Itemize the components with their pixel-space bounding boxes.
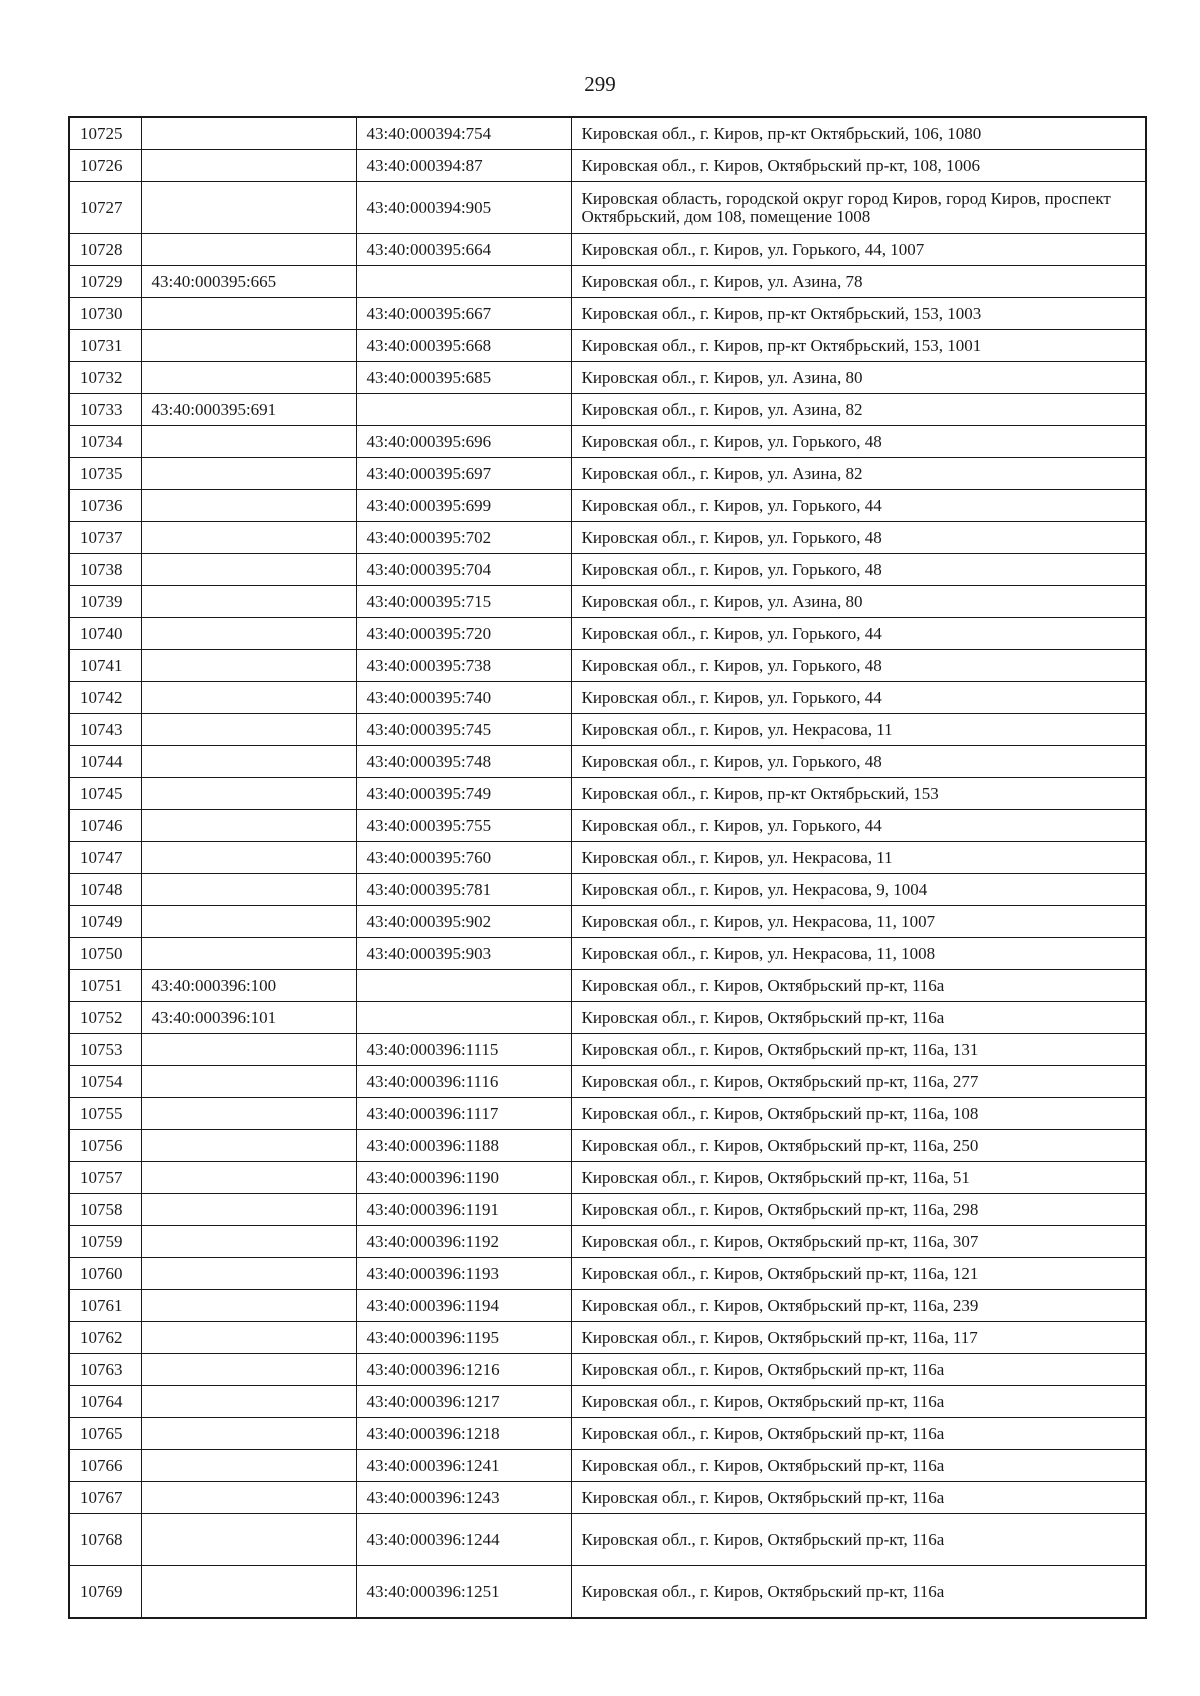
building-cadastral-number-cell: 43:40:000396:1194: [356, 1290, 571, 1322]
address-cell: Кировская обл., г. Киров, Октябрьский пр-кт, 116а: [571, 1002, 1146, 1034]
address-cell: Кировская обл., г. Киров, Октябрьский пр-кт, 116а, 131: [571, 1034, 1146, 1066]
address-cell: Кировская обл., г. Киров, ул. Азина, 80: [571, 362, 1146, 394]
building-cadastral-number-cell: 43:40:000395:748: [356, 746, 571, 778]
table-row: [69, 1322, 1146, 1354]
land-cadastral-number-cell: [141, 1418, 356, 1450]
table-row: [69, 1566, 1146, 1619]
row-number-cell: 10769: [69, 1566, 141, 1619]
table-row: [69, 1066, 1146, 1098]
land-cadastral-number-cell: [141, 1386, 356, 1418]
table-row: [69, 650, 1146, 682]
building-cadastral-number-cell: 43:40:000394:905: [356, 182, 571, 234]
building-cadastral-number-cell: 43:40:000394:87: [356, 150, 571, 182]
address-cell: Кировская обл., г. Киров, ул. Горького, 44: [571, 618, 1146, 650]
table-row: [69, 1226, 1146, 1258]
land-cadastral-number-cell: [141, 150, 356, 182]
row-number-cell: 10760: [69, 1258, 141, 1290]
row-number-cell: 10764: [69, 1386, 141, 1418]
address-cell: Кировская обл., г. Киров, ул. Горького, 48: [571, 746, 1146, 778]
table-row: [69, 970, 1146, 1002]
building-cadastral-number-cell: 43:40:000396:1195: [356, 1322, 571, 1354]
row-number-cell: 10732: [69, 362, 141, 394]
address-cell: Кировская обл., г. Киров, ул. Некрасова, 11: [571, 842, 1146, 874]
land-cadastral-number-cell: [141, 938, 356, 970]
row-number-cell: 10749: [69, 906, 141, 938]
address-cell: Кировская обл., г. Киров, Октябрьский пр-кт, 116а, 121: [571, 1258, 1146, 1290]
table-row: [69, 1290, 1146, 1322]
table-row: [69, 182, 1146, 234]
row-number-cell: 10738: [69, 554, 141, 586]
building-cadastral-number-cell: 43:40:000395:902: [356, 906, 571, 938]
row-number-cell: 10767: [69, 1482, 141, 1514]
row-number-cell: 10751: [69, 970, 141, 1002]
building-cadastral-number-cell: 43:40:000395:745: [356, 714, 571, 746]
address-cell: Кировская обл., г. Киров, Октябрьский пр-кт, 108, 1006: [571, 150, 1146, 182]
row-number-cell: 10737: [69, 522, 141, 554]
table-row: [69, 1354, 1146, 1386]
row-number-cell: 10758: [69, 1194, 141, 1226]
land-cadastral-number-cell: 43:40:000395:665: [141, 266, 356, 298]
address-cell: Кировская обл., г. Киров, пр-кт Октябрьский, 106, 1080: [571, 117, 1146, 150]
address-cell: Кировская обл., г. Киров, Октябрьский пр-кт, 116а, 307: [571, 1226, 1146, 1258]
building-cadastral-number-cell: 43:40:000395:697: [356, 458, 571, 490]
land-cadastral-number-cell: [141, 298, 356, 330]
address-cell: Кировская обл., г. Киров, ул. Горького, 44: [571, 810, 1146, 842]
address-cell: Кировская обл., г. Киров, ул. Азина, 82: [571, 394, 1146, 426]
row-number-cell: 10733: [69, 394, 141, 426]
table-row: [69, 842, 1146, 874]
building-cadastral-number-cell: 43:40:000394:754: [356, 117, 571, 150]
address-cell: Кировская обл., г. Киров, Октябрьский пр-кт, 116а: [571, 970, 1146, 1002]
table-row: [69, 554, 1146, 586]
building-cadastral-number-cell: 43:40:000396:1217: [356, 1386, 571, 1418]
land-cadastral-number-cell: [141, 1514, 356, 1566]
land-cadastral-number-cell: [141, 1450, 356, 1482]
address-cell: Кировская обл., г. Киров, ул. Азина, 78: [571, 266, 1146, 298]
land-cadastral-number-cell: [141, 522, 356, 554]
address-cell: Кировская обл., г. Киров, Октябрьский пр-кт, 116а: [571, 1418, 1146, 1450]
table-row: [69, 266, 1146, 298]
table-row: [69, 1514, 1146, 1566]
row-number-cell: 10762: [69, 1322, 141, 1354]
registry-table: [68, 116, 1147, 1619]
table-row: [69, 1194, 1146, 1226]
row-number-cell: 10759: [69, 1226, 141, 1258]
table-row: [69, 714, 1146, 746]
address-cell: Кировская обл., г. Киров, Октябрьский пр-кт, 116а: [571, 1566, 1146, 1619]
row-number-cell: 10728: [69, 234, 141, 266]
building-cadastral-number-cell: 43:40:000395:667: [356, 298, 571, 330]
row-number-cell: 10746: [69, 810, 141, 842]
table-row: [69, 522, 1146, 554]
land-cadastral-number-cell: 43:40:000395:691: [141, 394, 356, 426]
land-cadastral-number-cell: 43:40:000396:101: [141, 1002, 356, 1034]
page-number: 299: [584, 72, 616, 96]
address-cell: Кировская обл., г. Киров, ул. Горького, 48: [571, 522, 1146, 554]
building-cadastral-number-cell: 43:40:000395:702: [356, 522, 571, 554]
building-cadastral-number-cell: 43:40:000395:749: [356, 778, 571, 810]
land-cadastral-number-cell: [141, 1034, 356, 1066]
address-cell: Кировская обл., г. Киров, Октябрьский пр-кт, 116а, 51: [571, 1162, 1146, 1194]
row-number-cell: 10735: [69, 458, 141, 490]
building-cadastral-number-cell: 43:40:000396:1243: [356, 1482, 571, 1514]
table-row: [69, 746, 1146, 778]
row-number-cell: 10743: [69, 714, 141, 746]
land-cadastral-number-cell: 43:40:000396:100: [141, 970, 356, 1002]
building-cadastral-number-cell: 43:40:000395:760: [356, 842, 571, 874]
row-number-cell: 10730: [69, 298, 141, 330]
table-row: [69, 1162, 1146, 1194]
row-number-cell: 10752: [69, 1002, 141, 1034]
building-cadastral-number-cell: 43:40:000395:715: [356, 586, 571, 618]
address-cell: Кировская обл., г. Киров, Октябрьский пр-кт, 116а: [571, 1386, 1146, 1418]
building-cadastral-number-cell: 43:40:000395:720: [356, 618, 571, 650]
address-cell: Кировская обл., г. Киров, ул. Некрасова, 11: [571, 714, 1146, 746]
building-cadastral-number-cell: 43:40:000396:1191: [356, 1194, 571, 1226]
land-cadastral-number-cell: [141, 1066, 356, 1098]
land-cadastral-number-cell: [141, 1322, 356, 1354]
land-cadastral-number-cell: [141, 1130, 356, 1162]
table-row: [69, 1418, 1146, 1450]
table-row: [69, 362, 1146, 394]
table-row: [69, 1450, 1146, 1482]
row-number-cell: 10742: [69, 682, 141, 714]
row-number-cell: 10736: [69, 490, 141, 522]
address-cell: Кировская обл., г. Киров, ул. Некрасова, 9, 1004: [571, 874, 1146, 906]
table-row: [69, 394, 1146, 426]
land-cadastral-number-cell: [141, 746, 356, 778]
row-number-cell: 10741: [69, 650, 141, 682]
row-number-cell: 10731: [69, 330, 141, 362]
land-cadastral-number-cell: [141, 458, 356, 490]
building-cadastral-number-cell: [356, 970, 571, 1002]
table-row: [69, 1258, 1146, 1290]
building-cadastral-number-cell: 43:40:000395:738: [356, 650, 571, 682]
table-row: [69, 234, 1146, 266]
building-cadastral-number-cell: [356, 394, 571, 426]
address-cell: Кировская обл., г. Киров, Октябрьский пр-кт, 116а, 298: [571, 1194, 1146, 1226]
table-row: [69, 458, 1146, 490]
row-number-cell: 10744: [69, 746, 141, 778]
table-row: [69, 810, 1146, 842]
address-cell: Кировская обл., г. Киров, Октябрьский пр-кт, 116а: [571, 1482, 1146, 1514]
address-cell: Кировская обл., г. Киров, ул. Горького, 48: [571, 426, 1146, 458]
building-cadastral-number-cell: 43:40:000396:1216: [356, 1354, 571, 1386]
building-cadastral-number-cell: 43:40:000395:664: [356, 234, 571, 266]
address-cell: Кировская обл., г. Киров, Октябрьский пр-кт, 116а, 277: [571, 1066, 1146, 1098]
row-number-cell: 10756: [69, 1130, 141, 1162]
land-cadastral-number-cell: [141, 650, 356, 682]
row-number-cell: 10768: [69, 1514, 141, 1566]
row-number-cell: 10739: [69, 586, 141, 618]
building-cadastral-number-cell: [356, 266, 571, 298]
row-number-cell: 10750: [69, 938, 141, 970]
land-cadastral-number-cell: [141, 586, 356, 618]
address-cell: Кировская обл., г. Киров, ул. Горького, 44: [571, 490, 1146, 522]
building-cadastral-number-cell: 43:40:000396:1190: [356, 1162, 571, 1194]
building-cadastral-number-cell: 43:40:000395:668: [356, 330, 571, 362]
row-number-cell: 10753: [69, 1034, 141, 1066]
address-cell: Кировская обл., г. Киров, ул. Азина, 80: [571, 586, 1146, 618]
table-row: [69, 1098, 1146, 1130]
building-cadastral-number-cell: 43:40:000395:699: [356, 490, 571, 522]
row-number-cell: 10747: [69, 842, 141, 874]
table-row: [69, 1130, 1146, 1162]
table-row: [69, 1482, 1146, 1514]
land-cadastral-number-cell: [141, 618, 356, 650]
land-cadastral-number-cell: [141, 714, 356, 746]
land-cadastral-number-cell: [141, 778, 356, 810]
table-row: [69, 330, 1146, 362]
land-cadastral-number-cell: [141, 1194, 356, 1226]
building-cadastral-number-cell: 43:40:000396:1251: [356, 1566, 571, 1619]
table-row: [69, 778, 1146, 810]
building-cadastral-number-cell: 43:40:000396:1192: [356, 1226, 571, 1258]
land-cadastral-number-cell: [141, 554, 356, 586]
table-row: [69, 426, 1146, 458]
building-cadastral-number-cell: 43:40:000395:704: [356, 554, 571, 586]
row-number-cell: 10755: [69, 1098, 141, 1130]
land-cadastral-number-cell: [141, 490, 356, 522]
land-cadastral-number-cell: [141, 1162, 356, 1194]
registry-table-body: [69, 117, 1146, 1618]
building-cadastral-number-cell: [356, 1002, 571, 1034]
land-cadastral-number-cell: [141, 117, 356, 150]
building-cadastral-number-cell: 43:40:000396:1193: [356, 1258, 571, 1290]
building-cadastral-number-cell: 43:40:000396:1116: [356, 1066, 571, 1098]
building-cadastral-number-cell: 43:40:000395:685: [356, 362, 571, 394]
land-cadastral-number-cell: [141, 1566, 356, 1619]
row-number-cell: 10765: [69, 1418, 141, 1450]
table-row: [69, 117, 1146, 150]
land-cadastral-number-cell: [141, 1258, 356, 1290]
land-cadastral-number-cell: [141, 182, 356, 234]
table-row: [69, 586, 1146, 618]
land-cadastral-number-cell: [141, 426, 356, 458]
address-cell: Кировская обл., г. Киров, Октябрьский пр-кт, 116а, 117: [571, 1322, 1146, 1354]
building-cadastral-number-cell: 43:40:000395:740: [356, 682, 571, 714]
address-cell: Кировская обл., г. Киров, ул. Горького, 48: [571, 650, 1146, 682]
row-number-cell: 10729: [69, 266, 141, 298]
land-cadastral-number-cell: [141, 842, 356, 874]
land-cadastral-number-cell: [141, 1098, 356, 1130]
table-row: [69, 298, 1146, 330]
row-number-cell: 10761: [69, 1290, 141, 1322]
land-cadastral-number-cell: [141, 906, 356, 938]
land-cadastral-number-cell: [141, 874, 356, 906]
building-cadastral-number-cell: 43:40:000396:1115: [356, 1034, 571, 1066]
row-number-cell: 10763: [69, 1354, 141, 1386]
address-cell: Кировская обл., г. Киров, Октябрьский пр-кт, 116а, 239: [571, 1290, 1146, 1322]
table-row: [69, 1034, 1146, 1066]
row-number-cell: 10754: [69, 1066, 141, 1098]
land-cadastral-number-cell: [141, 1290, 356, 1322]
row-number-cell: 10748: [69, 874, 141, 906]
row-number-cell: 10726: [69, 150, 141, 182]
building-cadastral-number-cell: 43:40:000396:1241: [356, 1450, 571, 1482]
address-cell: Кировская обл., г. Киров, ул. Некрасова, 11, 1008: [571, 938, 1146, 970]
row-number-cell: 10727: [69, 182, 141, 234]
row-number-cell: 10766: [69, 1450, 141, 1482]
address-cell: Кировская обл., г. Киров, ул. Горького, 44, 1007: [571, 234, 1146, 266]
land-cadastral-number-cell: [141, 810, 356, 842]
land-cadastral-number-cell: [141, 1482, 356, 1514]
address-cell: Кировская обл., г. Киров, пр-кт Октябрьский, 153, 1001: [571, 330, 1146, 362]
address-cell: Кировская обл., г. Киров, Октябрьский пр-кт, 116а: [571, 1354, 1146, 1386]
table-row: [69, 618, 1146, 650]
table-row: [69, 938, 1146, 970]
row-number-cell: 10734: [69, 426, 141, 458]
table-row: [69, 490, 1146, 522]
address-cell: Кировская обл., г. Киров, ул. Некрасова, 11, 1007: [571, 906, 1146, 938]
address-cell: Кировская обл., г. Киров, ул. Горького, 44: [571, 682, 1146, 714]
address-cell: Кировская обл., г. Киров, пр-кт Октябрьский, 153, 1003: [571, 298, 1146, 330]
building-cadastral-number-cell: 43:40:000396:1218: [356, 1418, 571, 1450]
address-cell: Кировская обл., г. Киров, ул. Горького, 48: [571, 554, 1146, 586]
row-number-cell: 10745: [69, 778, 141, 810]
address-cell: Кировская область, городской округ город Киров, город Киров, проспект Октябрьский, дом 108, помещение 1008: [571, 182, 1146, 234]
address-cell: Кировская обл., г. Киров, Октябрьский пр-кт, 116а: [571, 1514, 1146, 1566]
row-number-cell: 10740: [69, 618, 141, 650]
address-cell: Кировская обл., г. Киров, Октябрьский пр-кт, 116а, 108: [571, 1098, 1146, 1130]
building-cadastral-number-cell: 43:40:000396:1244: [356, 1514, 571, 1566]
land-cadastral-number-cell: [141, 234, 356, 266]
building-cadastral-number-cell: 43:40:000396:1117: [356, 1098, 571, 1130]
address-cell: Кировская обл., г. Киров, Октябрьский пр-кт, 116а, 250: [571, 1130, 1146, 1162]
table-row: [69, 874, 1146, 906]
table-row: [69, 1386, 1146, 1418]
row-number-cell: 10725: [69, 117, 141, 150]
land-cadastral-number-cell: [141, 1226, 356, 1258]
address-cell: Кировская обл., г. Киров, пр-кт Октябрьский, 153: [571, 778, 1146, 810]
building-cadastral-number-cell: 43:40:000395:781: [356, 874, 571, 906]
building-cadastral-number-cell: 43:40:000395:696: [356, 426, 571, 458]
table-row: [69, 150, 1146, 182]
land-cadastral-number-cell: [141, 682, 356, 714]
address-cell: Кировская обл., г. Киров, ул. Азина, 82: [571, 458, 1146, 490]
row-number-cell: 10757: [69, 1162, 141, 1194]
building-cadastral-number-cell: 43:40:000395:903: [356, 938, 571, 970]
building-cadastral-number-cell: 43:40:000396:1188: [356, 1130, 571, 1162]
land-cadastral-number-cell: [141, 330, 356, 362]
address-cell: Кировская обл., г. Киров, Октябрьский пр-кт, 116а: [571, 1450, 1146, 1482]
table-row: [69, 682, 1146, 714]
table-row: [69, 1002, 1146, 1034]
land-cadastral-number-cell: [141, 1354, 356, 1386]
land-cadastral-number-cell: [141, 362, 356, 394]
building-cadastral-number-cell: 43:40:000395:755: [356, 810, 571, 842]
table-row: [69, 906, 1146, 938]
